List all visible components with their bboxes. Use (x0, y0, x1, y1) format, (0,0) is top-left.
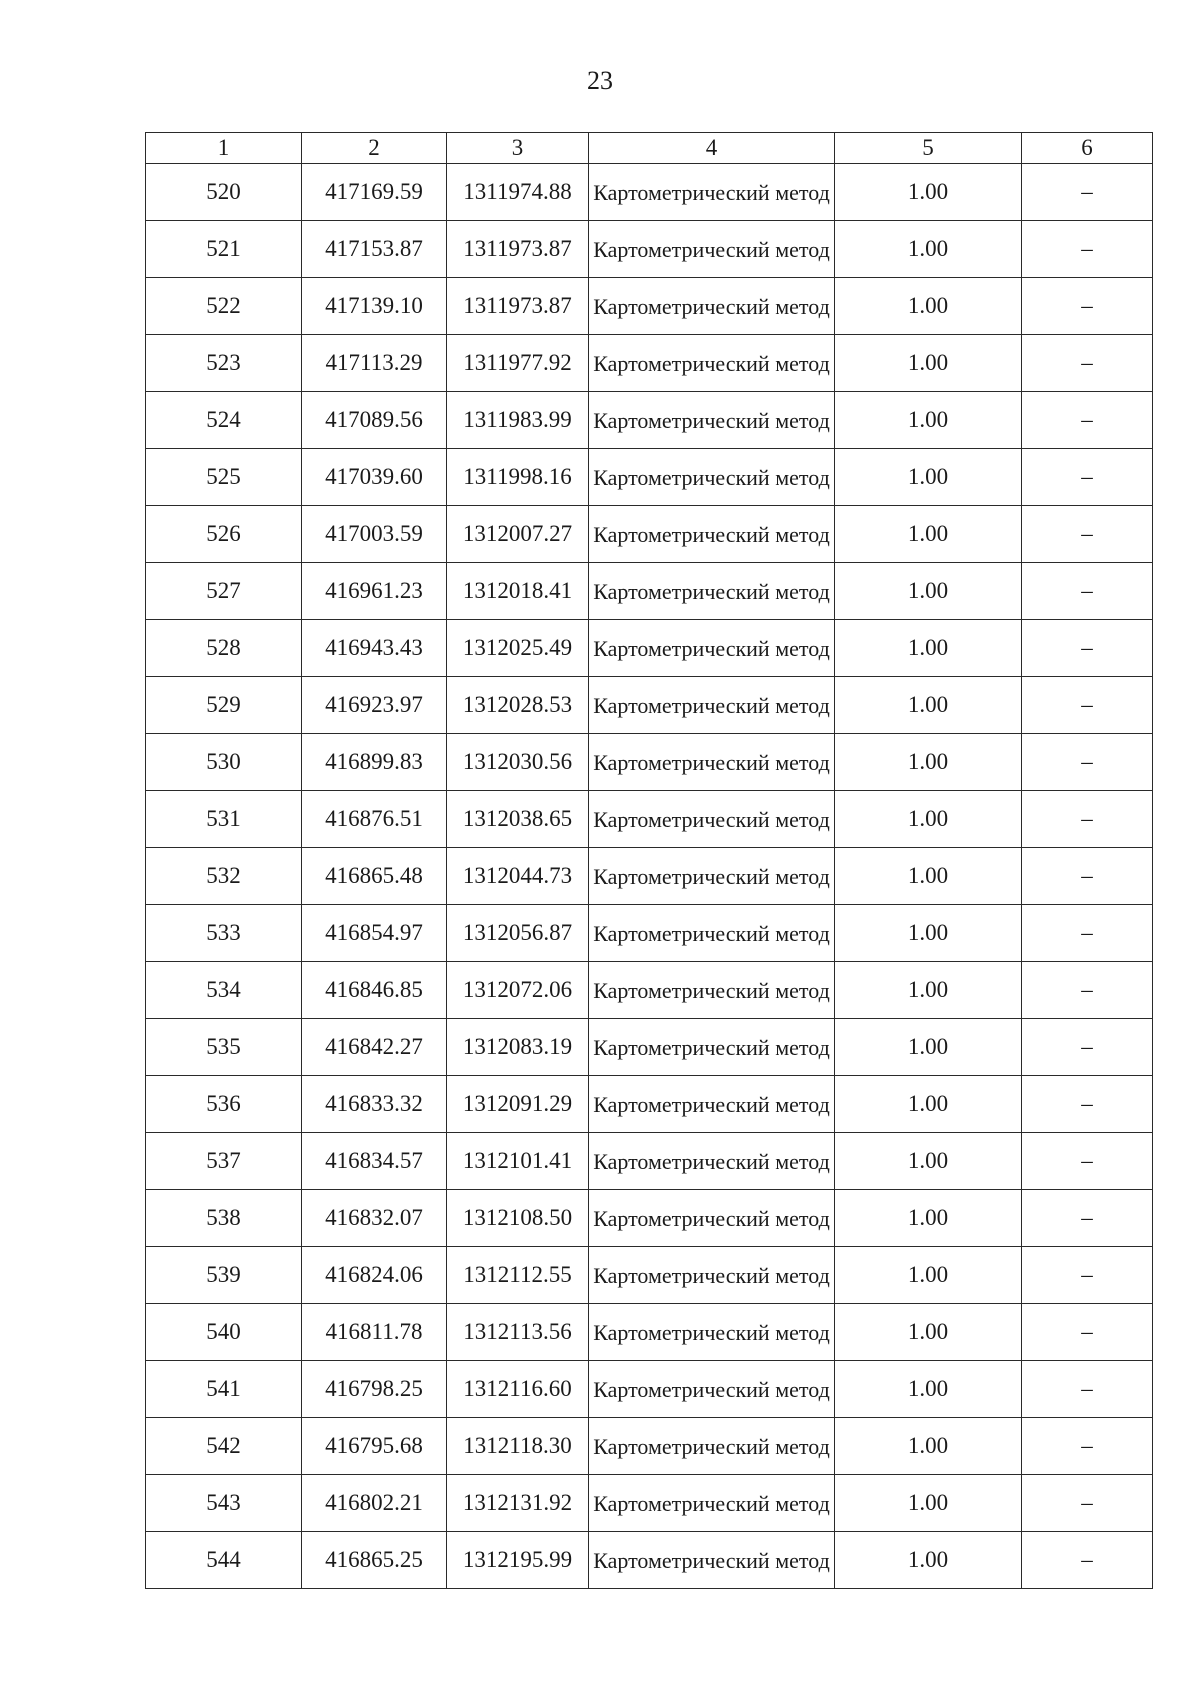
method-cell: Картометрический метод (589, 1418, 835, 1475)
y-coordinate-cell: 1312018.41 (447, 563, 589, 620)
table-row (146, 1304, 1153, 1361)
x-coordinate-cell: 417113.29 (302, 335, 447, 392)
y-coordinate-cell: 1311998.16 (447, 449, 589, 506)
table-row (146, 449, 1153, 506)
accuracy-cell: 1.00 (835, 449, 1022, 506)
method-cell: Картометрический метод (589, 1133, 835, 1190)
y-coordinate-cell: 1312116.60 (447, 1361, 589, 1418)
point-number-cell: 528 (146, 620, 302, 677)
x-coordinate-cell: 416795.68 (302, 1418, 447, 1475)
table-row (146, 1247, 1153, 1304)
header-col-4: 4 (589, 133, 835, 164)
table-row (146, 1361, 1153, 1418)
method-cell: Картометрический метод (589, 848, 835, 905)
point-number-cell: 527 (146, 563, 302, 620)
coordinates-table (145, 132, 1153, 1589)
note-cell: – (1022, 905, 1153, 962)
table-row (146, 848, 1153, 905)
point-number-cell: 541 (146, 1361, 302, 1418)
accuracy-cell: 1.00 (835, 1190, 1022, 1247)
accuracy-cell: 1.00 (835, 1418, 1022, 1475)
note-cell: – (1022, 563, 1153, 620)
table-row (146, 620, 1153, 677)
table-row (146, 1190, 1153, 1247)
y-coordinate-cell: 1311977.92 (447, 335, 589, 392)
table-row (146, 1418, 1153, 1475)
method-cell: Картометрический метод (589, 278, 835, 335)
point-number-cell: 524 (146, 392, 302, 449)
accuracy-cell: 1.00 (835, 164, 1022, 221)
header-col-1: 1 (146, 133, 302, 164)
y-coordinate-cell: 1312038.65 (447, 791, 589, 848)
table-row (146, 962, 1153, 1019)
point-number-cell: 540 (146, 1304, 302, 1361)
point-number-cell: 539 (146, 1247, 302, 1304)
accuracy-cell: 1.00 (835, 335, 1022, 392)
point-number-cell: 543 (146, 1475, 302, 1532)
method-cell: Картометрический метод (589, 962, 835, 1019)
note-cell: – (1022, 1190, 1153, 1247)
method-cell: Картометрический метод (589, 677, 835, 734)
y-coordinate-cell: 1312108.50 (447, 1190, 589, 1247)
accuracy-cell: 1.00 (835, 734, 1022, 791)
note-cell: – (1022, 335, 1153, 392)
note-cell: – (1022, 449, 1153, 506)
note-cell: – (1022, 1019, 1153, 1076)
y-coordinate-cell: 1312056.87 (447, 905, 589, 962)
table-row (146, 278, 1153, 335)
note-cell: – (1022, 392, 1153, 449)
note-cell: – (1022, 734, 1153, 791)
header-col-6: 6 (1022, 133, 1153, 164)
table-row (146, 905, 1153, 962)
table-body (146, 164, 1153, 1589)
method-cell: Картометрический метод (589, 791, 835, 848)
table-row (146, 563, 1153, 620)
point-number-cell: 531 (146, 791, 302, 848)
x-coordinate-cell: 416854.97 (302, 905, 447, 962)
note-cell: – (1022, 1475, 1153, 1532)
note-cell: – (1022, 1418, 1153, 1475)
x-coordinate-cell: 416811.78 (302, 1304, 447, 1361)
note-cell: – (1022, 962, 1153, 1019)
note-cell: – (1022, 506, 1153, 563)
accuracy-cell: 1.00 (835, 1532, 1022, 1589)
note-cell: – (1022, 1133, 1153, 1190)
accuracy-cell: 1.00 (835, 392, 1022, 449)
note-cell: – (1022, 221, 1153, 278)
x-coordinate-cell: 416943.43 (302, 620, 447, 677)
method-cell: Картометрический метод (589, 506, 835, 563)
point-number-cell: 520 (146, 164, 302, 221)
y-coordinate-cell: 1312112.55 (447, 1247, 589, 1304)
y-coordinate-cell: 1312025.49 (447, 620, 589, 677)
method-cell: Картометрический метод (589, 734, 835, 791)
table-row (146, 506, 1153, 563)
note-cell: – (1022, 278, 1153, 335)
x-coordinate-cell: 417139.10 (302, 278, 447, 335)
y-coordinate-cell: 1312091.29 (447, 1076, 589, 1133)
point-number-cell: 523 (146, 335, 302, 392)
table-row (146, 677, 1153, 734)
header-col-2: 2 (302, 133, 447, 164)
note-cell: – (1022, 164, 1153, 221)
table-row (146, 221, 1153, 278)
y-coordinate-cell: 1312028.53 (447, 677, 589, 734)
accuracy-cell: 1.00 (835, 563, 1022, 620)
accuracy-cell: 1.00 (835, 791, 1022, 848)
method-cell: Картометрический метод (589, 392, 835, 449)
table-row (146, 392, 1153, 449)
method-cell: Картометрический метод (589, 1361, 835, 1418)
x-coordinate-cell: 416899.83 (302, 734, 447, 791)
point-number-cell: 533 (146, 905, 302, 962)
method-cell: Картометрический метод (589, 221, 835, 278)
method-cell: Картометрический метод (589, 905, 835, 962)
method-cell: Картометрический метод (589, 164, 835, 221)
y-coordinate-cell: 1312195.99 (447, 1532, 589, 1589)
accuracy-cell: 1.00 (835, 848, 1022, 905)
accuracy-cell: 1.00 (835, 506, 1022, 563)
note-cell: – (1022, 1361, 1153, 1418)
method-cell: Картометрический метод (589, 1247, 835, 1304)
accuracy-cell: 1.00 (835, 905, 1022, 962)
note-cell: – (1022, 1532, 1153, 1589)
y-coordinate-cell: 1312118.30 (447, 1418, 589, 1475)
accuracy-cell: 1.00 (835, 1247, 1022, 1304)
x-coordinate-cell: 416865.48 (302, 848, 447, 905)
x-coordinate-cell: 416961.23 (302, 563, 447, 620)
y-coordinate-cell: 1311974.88 (447, 164, 589, 221)
header-col-5: 5 (835, 133, 1022, 164)
note-cell: – (1022, 1304, 1153, 1361)
accuracy-cell: 1.00 (835, 620, 1022, 677)
y-coordinate-cell: 1312007.27 (447, 506, 589, 563)
table-row (146, 734, 1153, 791)
x-coordinate-cell: 416832.07 (302, 1190, 447, 1247)
x-coordinate-cell: 416833.32 (302, 1076, 447, 1133)
point-number-cell: 525 (146, 449, 302, 506)
x-coordinate-cell: 417039.60 (302, 449, 447, 506)
point-number-cell: 544 (146, 1532, 302, 1589)
table-row (146, 164, 1153, 221)
y-coordinate-cell: 1312101.41 (447, 1133, 589, 1190)
point-number-cell: 530 (146, 734, 302, 791)
point-number-cell: 537 (146, 1133, 302, 1190)
accuracy-cell: 1.00 (835, 278, 1022, 335)
x-coordinate-cell: 416842.27 (302, 1019, 447, 1076)
method-cell: Картометрический метод (589, 1304, 835, 1361)
y-coordinate-cell: 1311973.87 (447, 278, 589, 335)
table-header (146, 133, 1153, 164)
point-number-cell: 521 (146, 221, 302, 278)
x-coordinate-cell: 417089.56 (302, 392, 447, 449)
y-coordinate-cell: 1311983.99 (447, 392, 589, 449)
header-col-3: 3 (447, 133, 589, 164)
table-row (146, 1019, 1153, 1076)
note-cell: – (1022, 791, 1153, 848)
x-coordinate-cell: 417153.87 (302, 221, 447, 278)
accuracy-cell: 1.00 (835, 1133, 1022, 1190)
table-row (146, 335, 1153, 392)
y-coordinate-cell: 1312030.56 (447, 734, 589, 791)
point-number-cell: 526 (146, 506, 302, 563)
page-number: 23 (587, 66, 613, 95)
accuracy-cell: 1.00 (835, 1361, 1022, 1418)
note-cell: – (1022, 1247, 1153, 1304)
table-row (146, 1133, 1153, 1190)
method-cell: Картометрический метод (589, 449, 835, 506)
method-cell: Картометрический метод (589, 1019, 835, 1076)
note-cell: – (1022, 848, 1153, 905)
header-row (146, 133, 1153, 164)
method-cell: Картометрический метод (589, 620, 835, 677)
point-number-cell: 529 (146, 677, 302, 734)
point-number-cell: 536 (146, 1076, 302, 1133)
x-coordinate-cell: 416798.25 (302, 1361, 447, 1418)
note-cell: – (1022, 677, 1153, 734)
accuracy-cell: 1.00 (835, 1304, 1022, 1361)
method-cell: Картометрический метод (589, 1475, 835, 1532)
table-row (146, 1076, 1153, 1133)
method-cell: Картометрический метод (589, 1532, 835, 1589)
note-cell: – (1022, 620, 1153, 677)
point-number-cell: 538 (146, 1190, 302, 1247)
x-coordinate-cell: 417003.59 (302, 506, 447, 563)
accuracy-cell: 1.00 (835, 1076, 1022, 1133)
x-coordinate-cell: 416876.51 (302, 791, 447, 848)
method-cell: Картометрический метод (589, 1076, 835, 1133)
accuracy-cell: 1.00 (835, 221, 1022, 278)
x-coordinate-cell: 417169.59 (302, 164, 447, 221)
table-row (146, 1532, 1153, 1589)
x-coordinate-cell: 416846.85 (302, 962, 447, 1019)
point-number-cell: 535 (146, 1019, 302, 1076)
y-coordinate-cell: 1312131.92 (447, 1475, 589, 1532)
x-coordinate-cell: 416865.25 (302, 1532, 447, 1589)
x-coordinate-cell: 416802.21 (302, 1475, 447, 1532)
table-row (146, 1475, 1153, 1532)
note-cell: – (1022, 1076, 1153, 1133)
y-coordinate-cell: 1312083.19 (447, 1019, 589, 1076)
method-cell: Картометрический метод (589, 1190, 835, 1247)
y-coordinate-cell: 1312113.56 (447, 1304, 589, 1361)
accuracy-cell: 1.00 (835, 677, 1022, 734)
point-number-cell: 522 (146, 278, 302, 335)
accuracy-cell: 1.00 (835, 962, 1022, 1019)
accuracy-cell: 1.00 (835, 1019, 1022, 1076)
method-cell: Картометрический метод (589, 563, 835, 620)
y-coordinate-cell: 1312044.73 (447, 848, 589, 905)
y-coordinate-cell: 1312072.06 (447, 962, 589, 1019)
point-number-cell: 542 (146, 1418, 302, 1475)
coordinates-table-container (145, 132, 1152, 1589)
accuracy-cell: 1.00 (835, 1475, 1022, 1532)
point-number-cell: 532 (146, 848, 302, 905)
point-number-cell: 534 (146, 962, 302, 1019)
x-coordinate-cell: 416923.97 (302, 677, 447, 734)
x-coordinate-cell: 416824.06 (302, 1247, 447, 1304)
table-row (146, 791, 1153, 848)
method-cell: Картометрический метод (589, 335, 835, 392)
y-coordinate-cell: 1311973.87 (447, 221, 589, 278)
x-coordinate-cell: 416834.57 (302, 1133, 447, 1190)
